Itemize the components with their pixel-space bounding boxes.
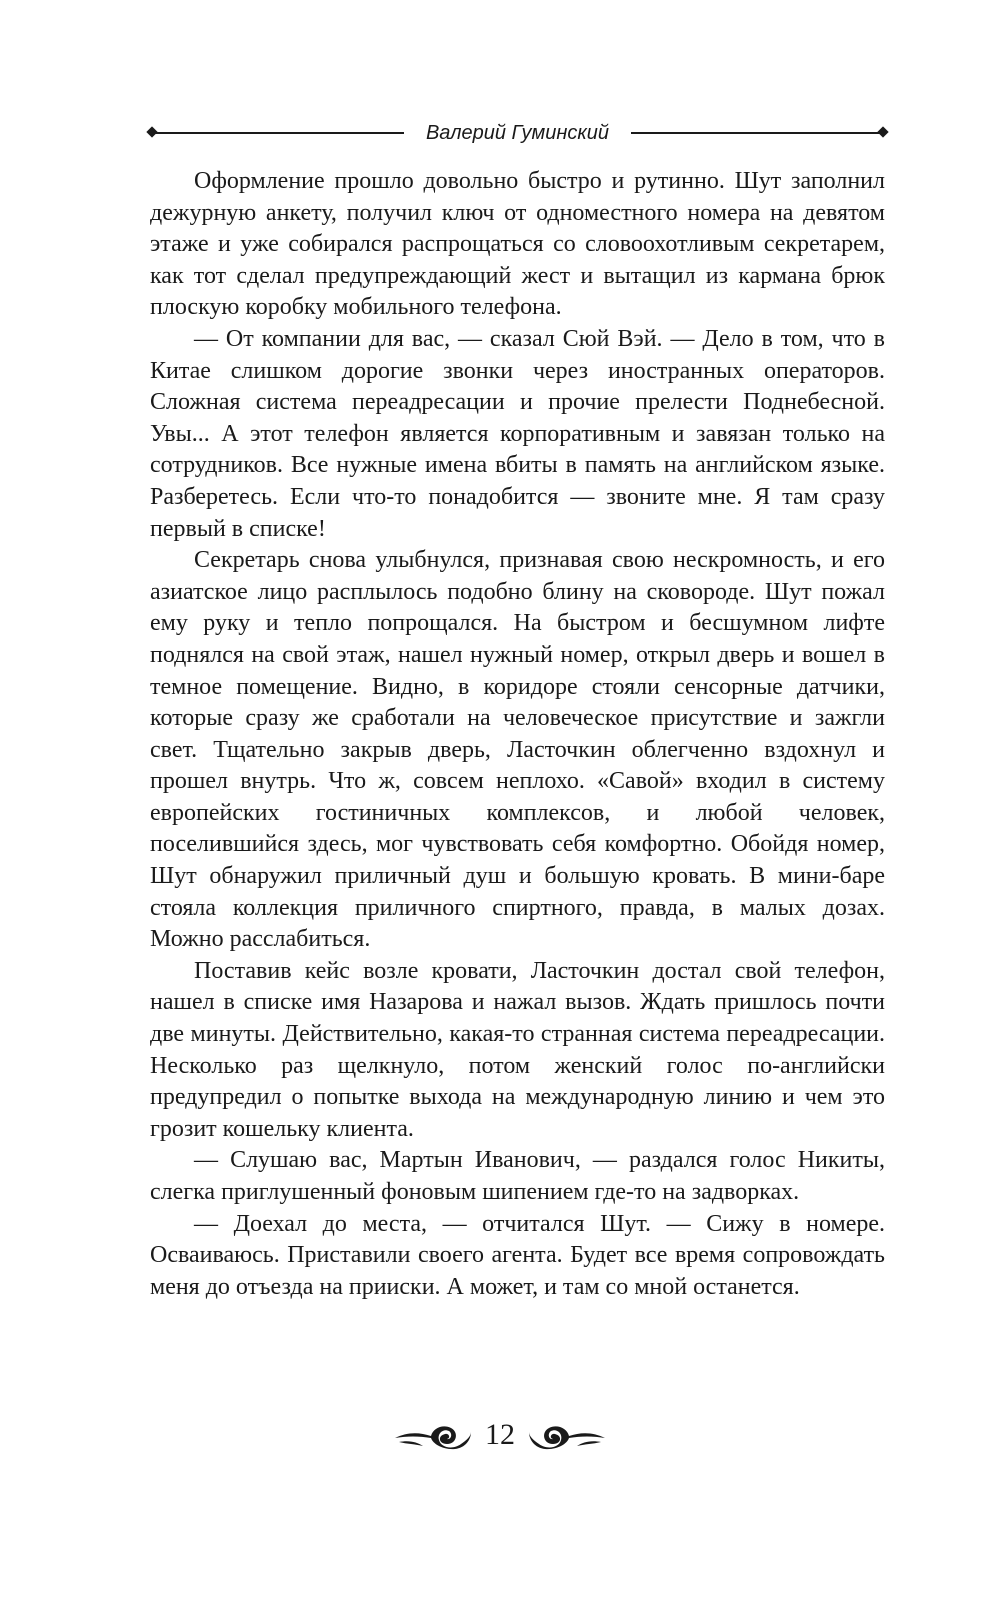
header-rule-right-end <box>877 126 888 137</box>
paragraph: Оформление прошло довольно быстро и рутинно. Шут заполнил дежурную анкету, получил ключ от одноместного номера на девятом этаже и уже собирался распрощаться со словоохотливым секретарем, как тот сделал предупреждающий жест и вытащил из кармана брюк плоскую коробку мобильного телефона. <box>150 168 885 321</box>
paragraph: — От компании для вас, — сказал Сюй Вэй. — Дело в том, что в Китае слишком дорогие звонки через иностранных операторов. Сложная система переадресации и прочие прелести Поднебесной. Увы... А этот телефон является корпоративным и завязан только на сотрудников. Все нужные имена вбиты в память на английском языке. Разберетесь. Если что-то понадобится — звоните мне. Я там сразу первый в списке! <box>150 325 885 542</box>
paragraph: Секретарь снова улыбнулся, признавая свою нескромность, и его азиатское лицо расплылось подобно блину на сковороде. Шут пожал ему руку и тепло попрощался. На быстром и бесшумном лифте поднялся на свой этаж, нашел нужный номер, открыл дверь и вошел в темное помещение. Видно, в коридоре стояли сенсорные датчики, которые сразу же сработали на человеческое присутствие и зажгли свет. Тщательно закрыв дверь, Ласточкин облегченно вздохнул и прошел внутрь. Что ж, совсем неплохо. «Савой» входил в систему европейских гостиничных комплексов, и любой человек, поселившийся здесь, мог чувствовать себя комфортно. Обойдя номер, Шут обнаружил приличный душ и большую кровать. В мини-баре стояла коллекция приличного спиртного, правда, в малых дозах. Можно расслабиться. <box>150 547 885 953</box>
left-ornament-icon <box>393 1418 473 1452</box>
paragraph: — Доехал до места, — отчитался Шут. — Сижу в номере. Осваиваюсь. Приставили своего агента. Будет все время сопровождать меня до отъезда на прииски. А может, и там со мной останется. <box>150 1210 885 1300</box>
page-number: 12 <box>485 1418 515 1451</box>
paragraph: Поставив кейс возле кровати, Ласточкин достал свой телефон, нашел в списке имя Назарова и нажал вызов. Ждать пришлось почти две минуты. Действительно, какая-то странная система переадресации. Несколько раз щелкнуло, потом женский голос по-английски предупредил о попытке выхода на международную линию и чем это грозит кошельку клиента. <box>150 957 885 1142</box>
header-rule-left-end <box>146 126 157 137</box>
header-rule-right <box>631 132 885 134</box>
page-footer <box>0 1410 1000 1460</box>
body-text <box>150 166 885 1303</box>
running-header <box>150 118 885 148</box>
header-rule-left <box>150 132 404 134</box>
paragraph: — Слушаю вас, Мартын Иванович, — раздался голос Никиты, слегка приглушенный фоновым шипением где-то на задворках. <box>150 1147 885 1205</box>
header-author-name: Валерий Гуминский <box>425 121 610 144</box>
right-ornament-icon <box>527 1418 607 1452</box>
